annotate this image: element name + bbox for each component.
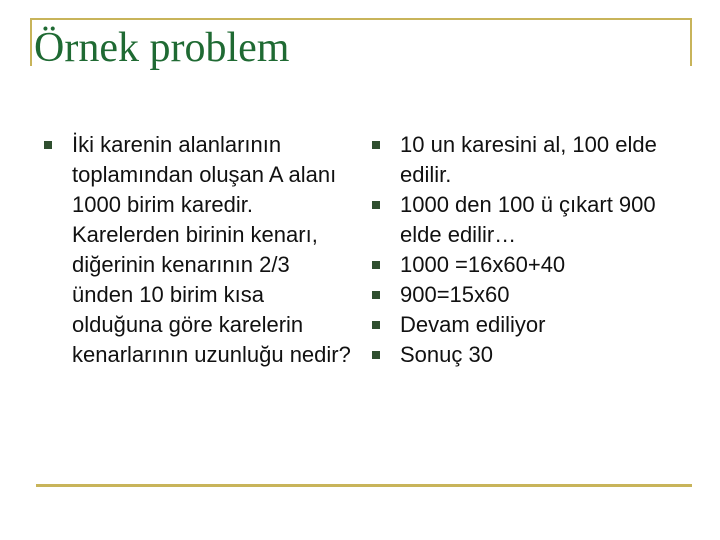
square-bullet-icon bbox=[372, 201, 380, 209]
list-item bbox=[362, 190, 682, 250]
list-item bbox=[362, 130, 682, 190]
square-bullet-icon bbox=[372, 261, 380, 269]
step-text: 10 un karesini al, 100 elde edilir. bbox=[400, 132, 657, 187]
list-item bbox=[362, 250, 682, 280]
frame-bottom-line bbox=[36, 484, 692, 487]
square-bullet-icon bbox=[44, 141, 52, 149]
list-item bbox=[362, 340, 682, 370]
slide-title: Örnek problem bbox=[34, 25, 290, 71]
frame-right-line bbox=[690, 18, 692, 66]
left-column bbox=[34, 130, 354, 370]
frame-left-line bbox=[30, 18, 32, 66]
frame-top-line bbox=[30, 18, 692, 20]
square-bullet-icon bbox=[372, 291, 380, 299]
step-text: 1000 =16x60+40 bbox=[400, 252, 566, 277]
list-item bbox=[34, 130, 354, 370]
list-item bbox=[362, 280, 682, 310]
step-text: Sonuç 30 bbox=[400, 342, 493, 367]
step-text: 900=15x60 bbox=[400, 282, 510, 307]
step-text: 1000 den 100 ü çıkart 900 elde edilir… bbox=[400, 192, 656, 247]
list-item bbox=[362, 310, 682, 340]
square-bullet-icon bbox=[372, 321, 380, 329]
square-bullet-icon bbox=[372, 351, 380, 359]
problem-text: İki karenin alanlarının toplamından oluşan A alanı 1000 birim karedir. Karelerden birinin kenarı, diğerinin kenarının 2/3 ünden 10 birim kısa olduğuna göre karelerin kenarlarının uzunluğu nedir? bbox=[72, 132, 351, 367]
square-bullet-icon bbox=[372, 141, 380, 149]
right-column bbox=[362, 130, 682, 370]
step-text: Devam ediliyor bbox=[400, 312, 546, 337]
